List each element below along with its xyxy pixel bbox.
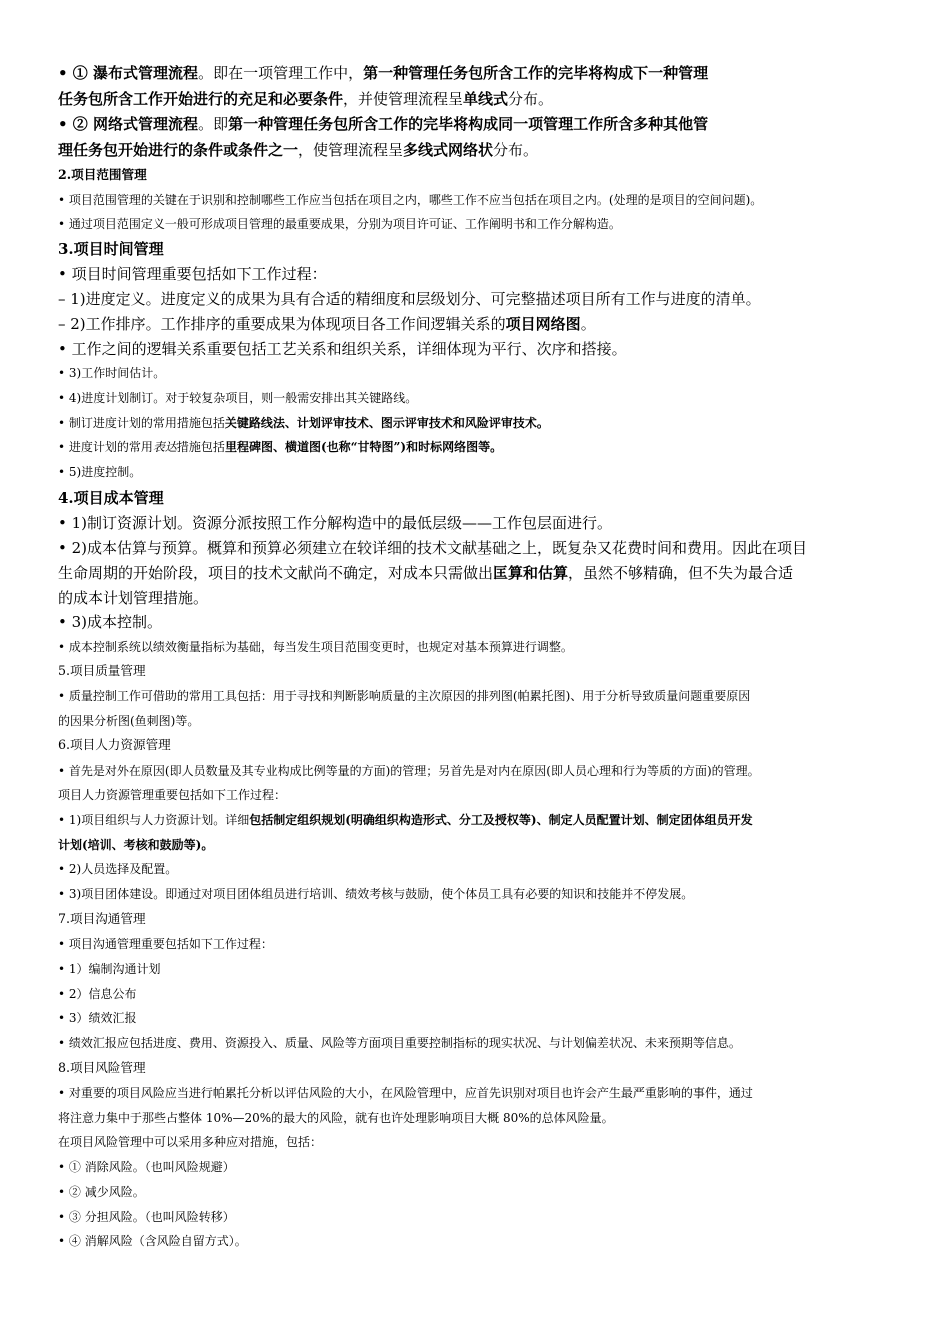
bullet-text: • 进度计划的常用表达措施包括里程碑图、横道图(也称“甘特图”)和时标网络图等。 (58, 440, 503, 454)
paragraph-text: 项目人力资源管理重要包括如下工作过程： (58, 788, 287, 802)
bullet-text: • 项目沟通管理重要包括如下工作过程： (58, 937, 273, 951)
bullet-text: • 首先是对外在原因(即人员数量及其专业构成比例等量的方面)的管理；另首先是对内在原因(即人员心理和行为等质的方面)的管理。 (58, 764, 760, 778)
bullet-text: • 2）信息公布 (58, 987, 137, 1001)
bullet-text: • 2)成本估算与预算。概算和预算必须建立在较详细的技术文献基础之上，既复杂又花费时间和费用。因此在项目 (58, 539, 808, 557)
bullet-text: • 工作之间的逻辑关系重要包括工艺关系和组织关系，详细体现为平行、次序和搭接。 (58, 340, 627, 358)
bullet-text: • 2)人员选择及配置。 (58, 862, 178, 876)
section-heading-cost: 4.项目成本管理 (58, 489, 164, 507)
paragraph-continuation: 的因果分析图(鱼刺图)等。 (58, 714, 200, 728)
bullet-text: • ① 消除风险。（也叫风险规避） (58, 1160, 235, 1174)
bullet-text: • 项目范围管理的关键在于识别和控制哪些工作应当包括在项目之内，哪些工作不应当包括在项目之内。(处理的是项目的空间问题)。 (58, 193, 763, 207)
bullet-text: • 1）编制沟通计划 (58, 962, 161, 976)
dash-item: – 1)进度定义。进度定义的成果为具有合适的精细度和层级划分、可完整描述项目所有工作与进度的清单。 (58, 290, 761, 308)
bullet-text: • 质量控制工作可借助的常用工具包括：用于寻找和判断影响质量的主次原因的排列图(帕累托图)、用于分析导致质量问题重要原因 (58, 689, 751, 703)
bullet-text: • 项目时间管理重要包括如下工作过程： (58, 265, 327, 283)
section-heading-scope: 2.项目范围管理 (58, 167, 147, 182)
network-process-line-1: • ② 网络式管理流程。即第一种管理任务包所含工作的完毕将构成同一项管理工作所含多种其他管 (58, 115, 709, 133)
bullet-text: • ③ 分担风险。（也叫风险转移） (58, 1210, 235, 1224)
section-heading-hr: 6.项目人力资源管理 (58, 737, 171, 752)
bullet-text: • 1)项目组织与人力资源计划。详细包括制定组织规划(明确组织构造形式、分工及授权等)、制定人员配置计划、制定团体组员开发 (58, 813, 753, 827)
bullet-text: • 4)进度计划制订。对于较复杂项目，则一般需安排出其关键路线。 (58, 391, 418, 405)
bullet-text: • 3)项目团体建设。即通过对项目团体组员进行培训、绩效考核与鼓励，使个体员工具有必要的知识和技能并不停发展。 (58, 887, 694, 901)
network-process-line-2: 理任务包开始进行的条件或条件之一，使管理流程呈多线式网络状分布。 (58, 141, 539, 159)
bullet-text: • 通过项目范围定义一般可形成项目管理的最重要成果，分别为项目许可证、工作阐明书和工作分解构造。 (58, 217, 621, 231)
bullet-text: • 成本控制系统以绩效衡量指标为基础，每当发生项目范围变更时，也规定对基本预算进行调整。 (58, 640, 573, 654)
paragraph-continuation: 将注意力集中于那些占整体 10%—20%的最大的风险，就有也许处理影响项目大概 80%的总体风险量。 (58, 1111, 614, 1125)
waterfall-process-line-1: • ① 瀑布式管理流程。即在一项管理工作中，第一种管理任务包所含工作的完毕将构成下一种管理 (58, 64, 709, 82)
bullet-text: • 绩效汇报应包括进度、费用、资源投入、质量、风险等方面项目重要控制指标的现实状况、与计划偏差状况、未来预期等信息。 (58, 1036, 741, 1050)
bullet-text: • 1)制订资源计划。资源分派按照工作分解构造中的最低层级——工作包层面进行。 (58, 514, 613, 532)
bullet-text: • 5)进度控制。 (58, 465, 142, 479)
bullet-text: • 3)工作时间估计。 (58, 366, 166, 380)
paragraph-continuation: 生命周期的开始阶段，项目的技术文献尚不确定，对成本只需做出匡算和估算，虽然不够精确，但不失为最合适 (58, 564, 794, 582)
bullet-text: • ④ 消解风险（含风险自留方式）。 (58, 1234, 247, 1248)
section-heading-time: 3.项目时间管理 (58, 240, 164, 258)
bullet-text: • ② 减少风险。 (58, 1185, 145, 1199)
section-heading-risk: 8.项目风险管理 (58, 1060, 146, 1075)
bullet-text: • 制订进度计划的常用措施包括关键路线法、计划评审技术、图示评审技术和风险评审技术。 (58, 416, 549, 430)
paragraph-continuation: 的成本计划管理措施。 (58, 589, 209, 607)
waterfall-process-line-2: 任务包所含工作开始进行的充足和必要条件，并使管理流程呈单线式分布。 (58, 90, 554, 108)
section-heading-quality: 5.项目质量管理 (58, 663, 146, 678)
section-heading-communication: 7.项目沟通管理 (58, 911, 146, 926)
bullet-text: • 对重要的项目风险应当进行帕累托分析以评估风险的大小，在风险管理中，应首先识别对项目也许会产生最严重影响的事件，通过 (58, 1086, 753, 1100)
bullet-text: • 3）绩效汇报 (58, 1011, 137, 1025)
paragraph-continuation: 计划(培训、考核和鼓励等)。 (58, 838, 214, 852)
dash-item: – 2)工作排序。工作排序的重要成果为体现项目各工作间逻辑关系的项目网络图。 (58, 315, 596, 333)
bullet-text: • 3)成本控制。 (58, 613, 163, 631)
paragraph-text: 在项目风险管理中可以采用多种应对措施，包括： (58, 1135, 323, 1149)
